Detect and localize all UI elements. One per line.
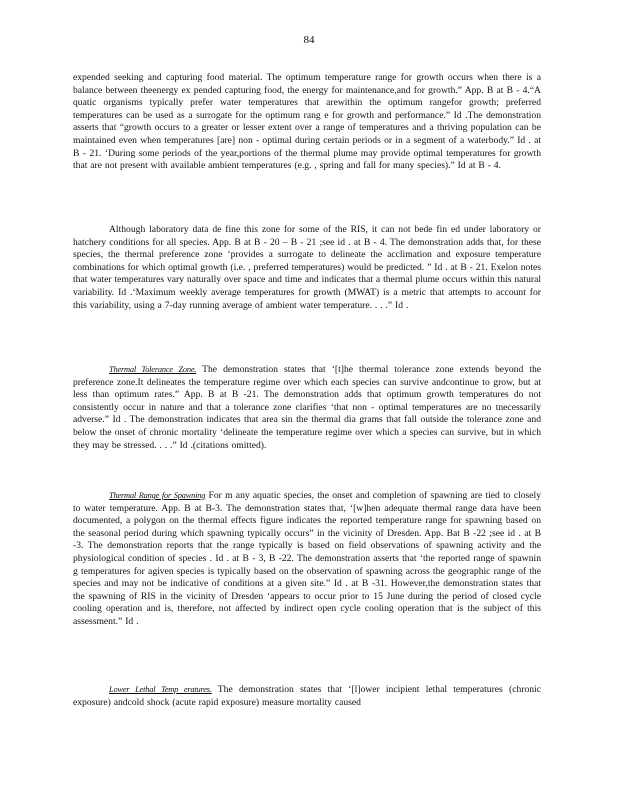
paragraph-text: The demonstration states that ‘[l]ower incipient lethal temperatures (chronic exposure) andcold shock (acute rapid exposure) measure mortality caused xyxy=(73,684,541,708)
paragraph-text: expended seeking and capturing food material. The optimum temperature range for growth occurs when there is a balance between theenergy ex pended capturing food, the energy for maintenance,and for growth.” App. B at B - 4.“A quatic organisms typically prefer water temperatures that arewithin the optimum rangefor growth; preferred temperatures can be used as a surrogate for the optimum rang e for growth and performance.” Id .The demonstration asserts that “growth occurs to a greater or lesser extent over a range of temperatures and a thriving population can be maintained even when temperatures [are] non - optimal during certain periods or in a segment of a waterbody.” Id . at B - 21. ‘During some periods of the year,portions of the thermal plume may provide optimal temperatures for growth that are not present with available ambient temperatures (e.g. , spring and fall for many species).” Id at B - 4. xyxy=(73,72,541,172)
paragraph-lower-lethal-temperatures xyxy=(73,684,541,709)
paragraph-text: The demonstration states that ‘[t]he thermal tolerance zone extends beyond the preference zone.It delineates the temperature regime over which each species can survive andcontinue to grow, but at less than optimum rates.” App. B at B -21. The demonstration adds that optimum growth temperatures do not consistently occur in nature and that a tolerance zone clarifies ‘that non - optimal temperatures are no tnecessarily adverse.” Id . The demonstration indicates that area sin the thermal dia grams that fall outside the tolerance zone and below the onset of chronic mortality ‘delineate the temperature regime over which a species can survive, but in which they may be stressed. . . .” Id .(citations omitted). xyxy=(73,364,541,451)
section-heading-spawning: Thermal Range for Spawning xyxy=(109,491,206,500)
paragraph-body xyxy=(73,684,541,709)
paragraph-text: For m any aquatic species, the onset and completion of spawning are tied to closely to water temperature. App. B at B-3. The demonstration states that, ‘[w]hen adequate thermal range data have been documented, a polygon on the thermal effects figure indicates the reported temperature range for spawning based on the seasonal period during which spawning typically occurs” in the vicinity of Dresden. App. Bat B -22 ;see id . at B -3. The demonstration reports that the range typically is based on field observations of spawning activity and the physiological condition of species . Id . at B - 3, B -22. The demonstration asserts that ‘the reported range of spawnin g temperatures for agiven species is typically based on the observation of spawning across the geographic range of the species and may not be indicative of conditions at a given site.” Id . at B -31. However,the demonstration states that the spawning of RIS in the vicinity of Dresden ‘appears to occur prior to 15 June during the period of closed cycle cooling operation and is, therefore, not affected by indirect open cycle cooling operation that is the subject of this assessment.” Id . xyxy=(73,490,541,627)
paragraph-growth-zone xyxy=(73,72,541,173)
section-heading-lower-lethal: Lower Lethal Temp eratures. xyxy=(109,685,212,694)
page-number: 84 xyxy=(303,34,315,46)
paragraph-thermal-tolerance-zone xyxy=(73,364,541,452)
section-heading-thermal-tolerance: Thermal Tolerance Zone. xyxy=(109,365,197,374)
paragraph-text: Although laboratory data de fine this zone for some of the RIS, it can not bede fin ed under laboratory or hatchery conditions for all species. App. B at B - 20 – B - 21 ;see id . at B - 4. The demonstration adds that, for these species, the thermal preference zone ‘provides a surrogate to delineate the acclimation and exposure temperature combinations for which optimal growth (i.e. , preferred temperatures) would be predicted. ” Id . at B - 21. Exelon notes that water temperatures vary naturally over space and time and indicates that a thermal plume occurs within this natural variability. Id .‘Maximum weekly average temperatures for growth (MWAT) is a metric that attempts to account for this variability, using a 7-day running average of ambient water temperature. . . .” Id . xyxy=(73,224,541,311)
paragraph-preference-zone xyxy=(73,224,541,312)
paragraph-thermal-range-spawning xyxy=(73,490,541,629)
paragraph-body xyxy=(73,490,541,629)
paragraph-body xyxy=(73,364,541,452)
